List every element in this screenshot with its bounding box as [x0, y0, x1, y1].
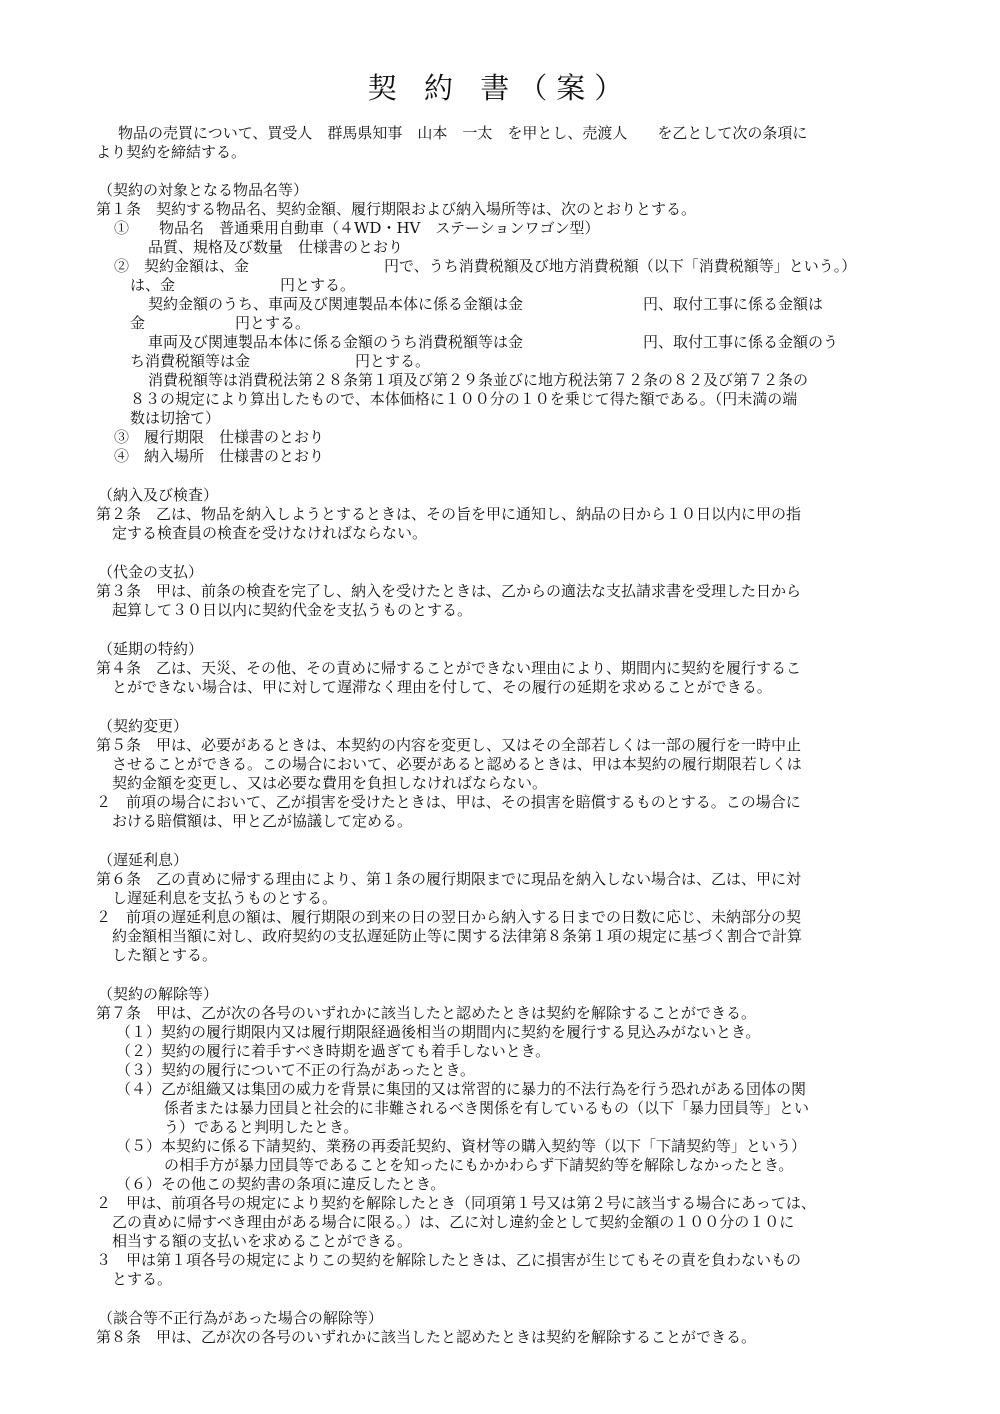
article-text-line: おける賠償額は、甲と乙が協議して定める。: [112, 812, 413, 830]
article-text-line: 起算して３０日以内に契約代金を支払うものとする。: [112, 601, 473, 619]
article-text-line: とができない場合は、甲に対して遅滞なく理由を付して、その履行の延期を求めることができる。: [112, 678, 772, 696]
article-heading: （納入及び検査）: [98, 486, 219, 504]
article-text-line: 品質、規格及び数量 仕様書のとおり: [148, 238, 404, 256]
article-text-line: う）であると判明したとき。: [164, 1118, 359, 1136]
article-text-line: ② 契約金額は、金 円で、うち消費税額及び地方消費税額（以下「消費税額等」という。）: [114, 257, 857, 275]
article-text-line: 第１条 契約する物品名、契約金額、履行期限および納入場所等は、次のとおりとする。: [96, 200, 697, 218]
article-heading: （談合等不正行為があった場合の解除等）: [98, 1309, 383, 1327]
article-heading: （契約の解除等）: [98, 985, 219, 1003]
article-text-line: とする。: [112, 1270, 173, 1288]
article-text-line: 乙の責めに帰すべき理由がある場合に限る。）は、乙に対し違約金として契約金額の１００分の１０に: [112, 1213, 795, 1231]
article-text-line: 第２条 乙は、物品を納入しようとするときは、その旨を甲に通知し、納品の日から１０日以内に甲の指: [96, 505, 802, 523]
article-text-line: ち消費税額等は金 円とする。: [130, 352, 431, 370]
article-text-line: 第６条 乙の責めに帰する理由により、第１条の履行期限までに現品を納入しない場合は、乙は、甲に対: [96, 870, 802, 888]
article-text-line: （１）契約の履行期限内又は履行期限経過後相当の期間内に契約を履行する見込みがないとき。: [116, 1023, 761, 1041]
article-text-line: は、金 円とする。: [130, 276, 356, 294]
article-text-line: （３）契約の履行について不正の行為があったとき。: [116, 1061, 475, 1079]
article-text-line: （４）乙が組織又は集団の威力を背景に集団的又は常習的に暴力的不法行為を行う恐れがある団体の関: [116, 1080, 807, 1098]
article-heading: （代金の支払）: [98, 563, 204, 581]
article-text-line: 車両及び関連製品本体に係る金額のうち消費税額等は金 円、取付工事に係る金額のう: [148, 333, 839, 351]
article-text-line: 第７条 甲は、乙が次の各号のいずれかに該当したと認めたときは契約を解除することができる。: [96, 1004, 757, 1022]
article-text-line: 係者または暴力団員と社会的に非難されるべき関係を有しているもの（以下「暴力団員等」とい: [164, 1099, 810, 1117]
article-text-line: させることができる。この場合において、必要があると認めるときは、甲は本契約の履行期限若しくは: [112, 755, 802, 773]
article-text-line: 消費税額等は消費税法第２８条第１項及び第２９条並びに地方税法第７２条の８２及び第７２条の: [148, 371, 809, 389]
article-heading: （遅延利息）: [98, 851, 189, 869]
article-text-line: ３ 甲は第１項各号の規定によりこの契約を解除したときは、乙に損害が生じてもその責を負わないもの: [96, 1251, 802, 1269]
article-heading: （契約の対象となる物品名等）: [98, 181, 309, 199]
article-text-line: した額とする。: [112, 946, 218, 964]
article-text-line: 金 円とする。: [130, 314, 311, 332]
article-text-line: 契約金額のうち、車両及び関連製品本体に係る金額は金 円、取付工事に係る金額は: [148, 295, 824, 313]
page-title: 契 約 書（案）: [367, 71, 633, 105]
article-text-line: 第８条 甲は、乙が次の各号のいずれかに該当したと認めたときは契約を解除することができる。: [96, 1328, 757, 1346]
article-text-line: 定する検査員の検査を受けなければならない。: [112, 524, 428, 542]
article-text-line: 数は切捨て）: [130, 409, 221, 427]
article-text-line: 相当する額の支払いを求めることができる。: [112, 1232, 413, 1250]
article-text-line: ④ 納入場所 仕様書のとおり: [114, 447, 325, 465]
article-text-line: 契約金額を変更し、又は必要な費用を負担しなければならない。: [112, 774, 548, 792]
article-text-line: ２ 前項の場合において、乙が損害を受けたときは、甲は、その損害を賠償するものとする。この場合に: [96, 793, 801, 811]
article-text-line: 第３条 甲は、前条の検査を完了し、納入を受けたときは、乙からの適法な支払請求書を受理した日から: [96, 582, 802, 600]
article-text-line: 第５条 甲は、必要があるときは、本契約の内容を変更し、又はその全部若しくは一部の履行を一時中止: [96, 736, 802, 754]
article-text-line: ２ 甲は、前項各号の規定により契約を解除したとき（同項第１号又は第２号に該当する場合にあっては、: [96, 1194, 816, 1212]
article-text-line: ２ 前項の遅延利息の額は、履行期限の到来の日の翌日から納入する日までの日数に応じ、未納部分の契: [96, 908, 802, 926]
article-text-line: （５）本契約に係る下請契約、業務の再委託契約、資材等の購入契約等（以下「下請契約等」という）: [116, 1137, 807, 1155]
intro-line: 物品の売買について、買受人 群馬県知事 山本 一太 を甲とし、売渡人 を乙として次の条項に: [118, 124, 808, 142]
article-heading: （延期の特約）: [98, 640, 204, 658]
intro-line: より契約を締結する。: [96, 143, 247, 161]
article-text-line: ③ 履行期限 仕様書のとおり: [114, 428, 325, 446]
article-heading: （契約変更）: [98, 717, 189, 735]
article-text-line: し遅延利息を支払うものとする。: [112, 889, 338, 907]
article-text-line: （６）その他この契約書の条項に違反したとき。: [116, 1175, 446, 1193]
article-text-line: 約金額相当額に対し、政府契約の支払遅延防止等に関する法律第８条第１項の規定に基づく割合で計算: [112, 927, 803, 945]
article-text-line: 第４条 乙は、天災、その他、その責めに帰することができない理由により、期間内に契約を履行するこ: [96, 659, 802, 677]
article-text-line: （２）契約の履行に着手すべき時期を過ぎても着手しないとき。: [116, 1042, 551, 1060]
article-text-line: ① 物品名 普通乗用自動車（４WD・HV ステーションワゴン型）: [114, 219, 600, 237]
article-text-line: ８３の規定により算出したもので、本体価格に１００分の１０を乗じて得た額である。（円未満の端: [130, 390, 798, 408]
article-text-line: の相手方が暴力団員等であることを知ったにもかかわらず下請契約等を解除しなかったとき。: [164, 1156, 794, 1174]
